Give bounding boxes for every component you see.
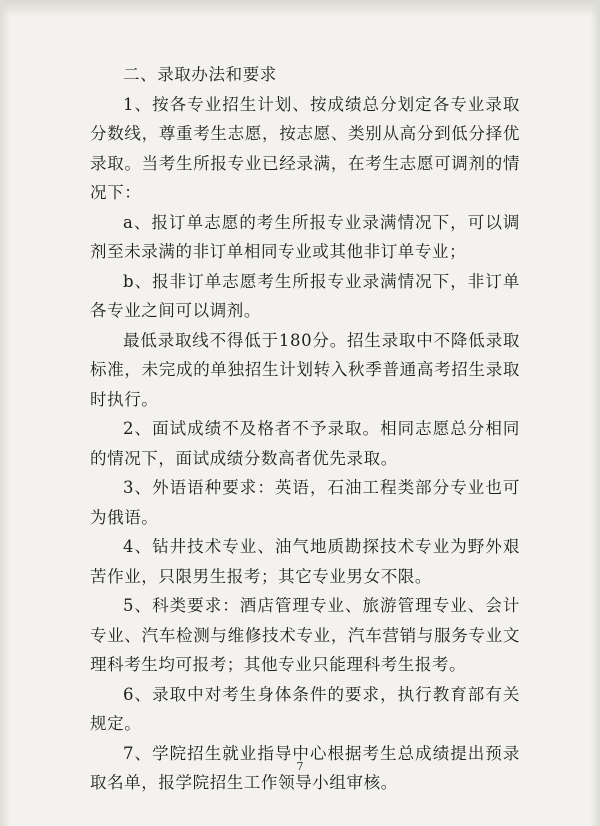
paragraph-rule-1: 1、按各专业招生计划、按成绩总分划定各专业录取分数线，尊重考生志愿，按志愿、类别从高分到低分择优录取。当考生所报专业已经录满，在考生志愿可调剂的情况下：	[90, 94, 520, 202]
paragraph-minimum-score: 最低录取线不得低于180分。招生录取中不降低录取标准，未完成的单独招生计划转入秋季普通高考招生录取时执行。	[90, 330, 520, 409]
paragraph-rule-2: 2、面试成绩不及格者不予录取。相同志愿总分相同的情况下，面试成绩分数高者优先录取。	[90, 419, 520, 468]
paragraph-rule-5: 5、科类要求：酒店管理专业、旅游管理专业、会计专业、汽车检测与维修技术专业，汽车营销与服务专业文理科考生均可报考；其他专业只能理科考生报考。	[90, 596, 520, 674]
page-number: 7	[296, 760, 304, 773]
paragraph-rule-7: 7、学院招生就业指导中心根据考生总成绩提出预录取名单，报学院招生工作领导小组审核。	[90, 743, 520, 792]
document-body	[90, 60, 520, 798]
paragraph-rule-6: 6、录取中对考生身体条件的要求，执行教育部有关规定。	[90, 684, 520, 733]
scan-shadow-top	[0, 0, 600, 18]
paragraph-rule-3: 3、外语语种要求：英语，石油工程类部分专业也可为俄语。	[90, 478, 520, 527]
scan-shadow-right	[590, 0, 600, 826]
paragraph-rule-1b: b、报非订单志愿考生所报专业录满情况下，非订单各专业之间可以调剂。	[90, 271, 520, 320]
section-heading: 二、录取办法和要求	[123, 65, 277, 84]
paragraph-rule-1a: a、报订单志愿的考生所报专业录满情况下，可以调剂至未录满的非订单相同专业或其他非订单专业；	[90, 212, 520, 261]
paragraph-rule-4: 4、钻井技术专业、油气地质勘探技术专业为野外艰苦作业，只限男生报考；其它专业男女不限。	[90, 537, 520, 586]
scan-shadow-left	[0, 0, 10, 826]
